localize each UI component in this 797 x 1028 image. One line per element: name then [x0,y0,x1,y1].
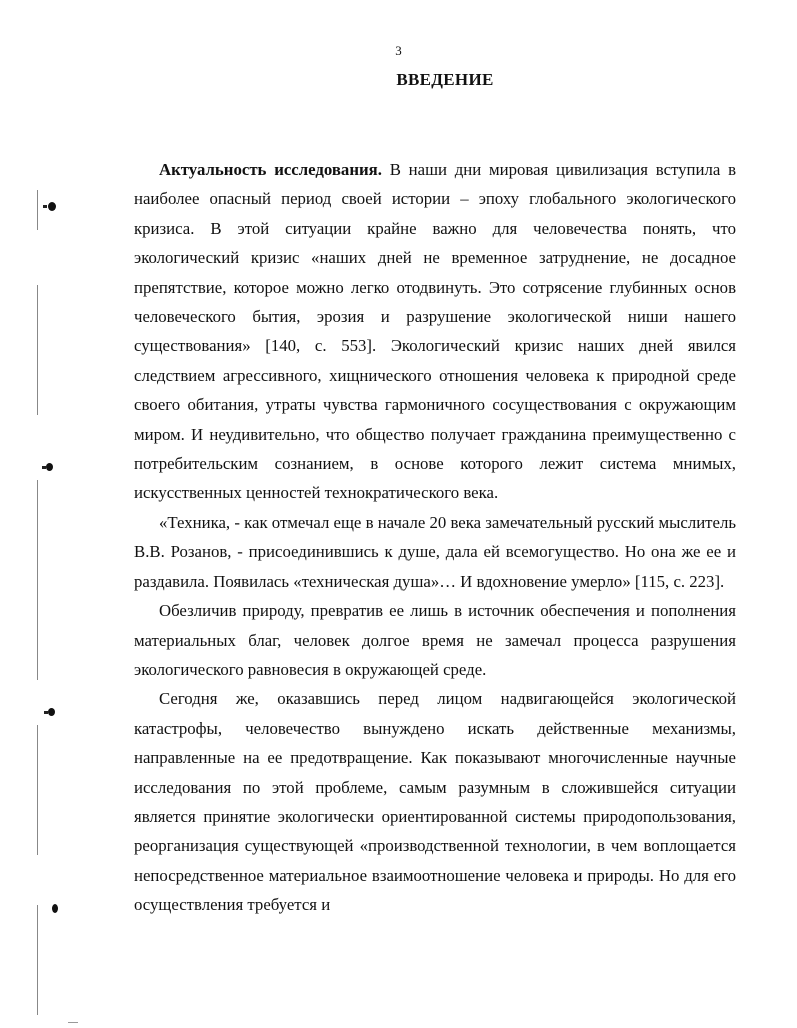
scan-mark [68,1022,78,1023]
punch-hole-mark [43,205,47,208]
section-heading: ВВЕДЕНИЕ [396,70,494,89]
paragraph: «Техника, - как отмечал еще в начале 20 века замечательный русский мыслитель В.В. Розанов, - присоединившись к душе, дала ей всемогущество. Но она же ее и раздавила. Появилась «техническая душа»… И вдохновение умерло» [115, с. 223]. [134,512,736,591]
margin-rule [37,285,38,415]
margin-rule [37,905,38,1015]
margin-rule [37,480,38,680]
paragraph-text: В наши дни мировая цивилизация вступила в наиболее опасный период своей истории – эпоху глобального экологического кризиса. В этой ситуации крайне важно для человечества понять, что экологический кризис «наших дней не временное затруднение, не досадное препятствие, которое можно легко отодвинуть. Это сотрясение глубинных основ человеческого бытия, эрозия и разрушение экологической ниши нашего существования» [140, с. 553]. Экологический кризис наших дней явился следствием агрессивного, хищнического отношения человека к природной среде своего обитания, утраты чувства гармоничного сосуществования с окружающим миром. И неудивительно, что общество получает гражданина преимущественно с потребительским сознанием, в основе которого лежит система мнимых, искусственных ценностей технократического века. [134,160,736,503]
body-text [134,155,736,920]
punch-hole-mark [48,202,56,211]
paragraph [134,155,736,508]
punch-hole-mark [48,708,55,716]
paragraph-lead: Актуальность исследования. [159,160,382,179]
page-number: 3 [395,43,402,58]
paragraph: Обезличив природу, превратив ее лишь в источник обеспечения и пополнения материальных благ, человек долгое время не замечал процесса разрушения экологического равновесия в окружающей среде. [134,601,736,679]
paragraph: Сегодня же, оказавшись перед лицом надвигающейся экологической катастрофы, человечество вынуждено искать действенные механизмы, направленные на ее предотвращение. Как показывают многочисленные научные исследования по этой проблеме, самым разумным в сложившейся ситуации является принятие экологически ориентированной системы природопользования, реорганизация существующей «производственной технологии, в чем воплощается непосредственное материальное взаимоотношение человека и природы. Но для его осуществления требуется и [134,689,736,915]
punch-hole-mark [44,711,48,714]
margin-rule [37,725,38,855]
punch-hole-mark [46,463,53,471]
punch-hole-mark [42,466,46,469]
margin-rule [37,190,38,230]
punch-hole-mark [52,904,58,913]
